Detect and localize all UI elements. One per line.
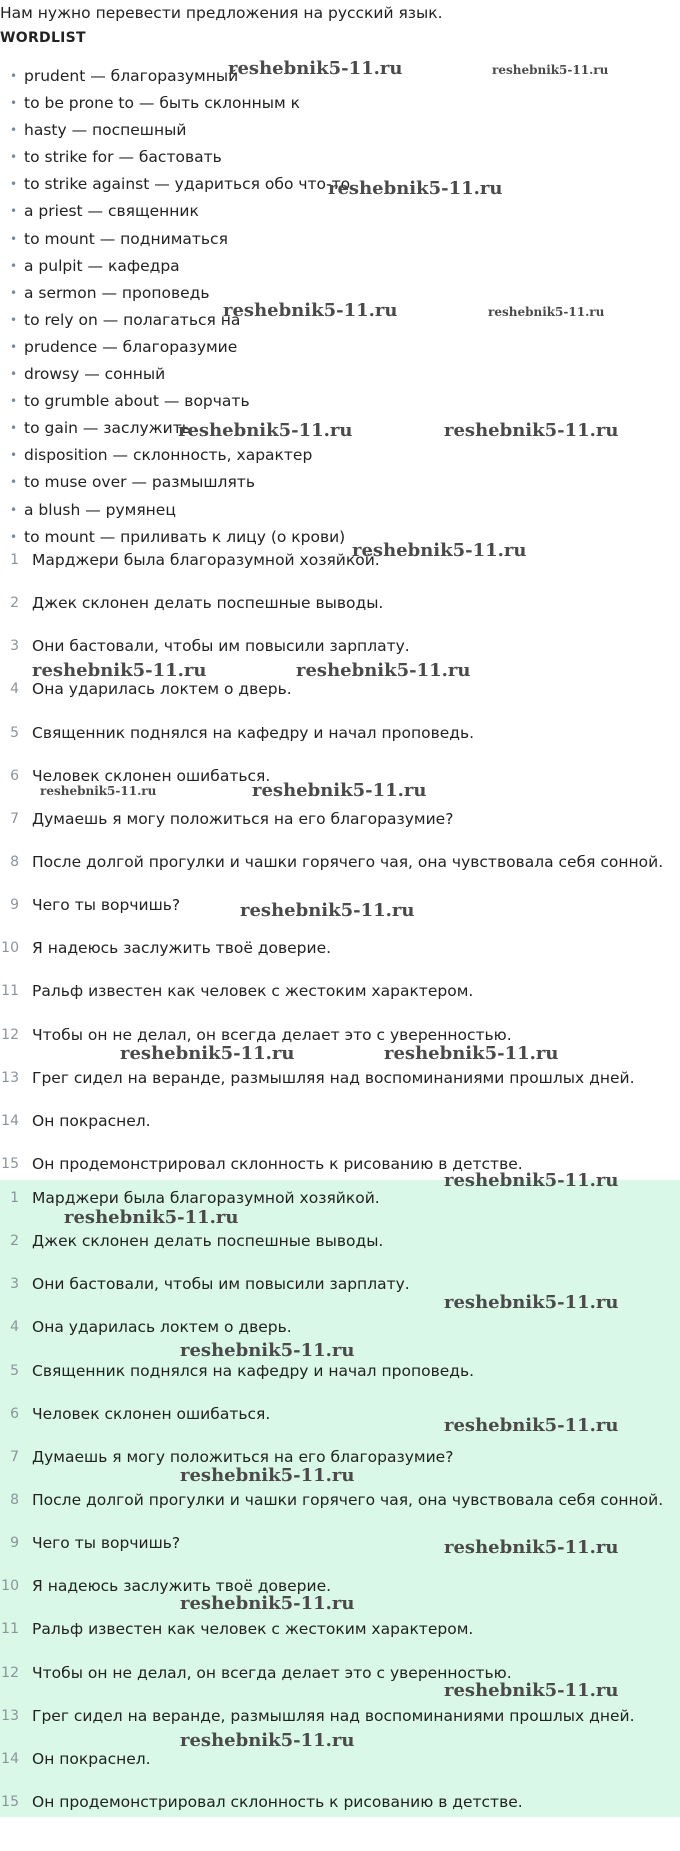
sentence-text: Он продемонстрировал склонность к рисованию в детстве. — [32, 1154, 523, 1173]
watermark: reshebnik5-11.ru — [384, 1043, 559, 1064]
answer-number: 13 — [1, 1707, 19, 1724]
sentence-list — [0, 545, 680, 1192]
answer-text: Ральф известен как человек с жестоким характером. — [32, 1620, 474, 1639]
watermark: reshebnik5-11.ru — [178, 420, 353, 441]
sentence-row — [0, 1063, 680, 1106]
sentence-text: После долгой прогулки и чашки горячего чая, она чувствовала себя сонной. — [32, 852, 664, 871]
bullet-icon: • — [10, 231, 18, 246]
bullet-icon: • — [10, 285, 18, 300]
sentence-row — [0, 804, 680, 847]
wordlist-item — [0, 226, 350, 253]
bullet-icon: • — [10, 448, 18, 463]
bullet-icon: • — [10, 123, 18, 138]
answer-text: Думаешь я могу положиться на его благоразумие? — [32, 1447, 454, 1466]
answer-text: Грег сидел на веранде, размышляя над воспоминаниями прошлых дней. — [32, 1706, 635, 1725]
answer-row — [0, 1226, 680, 1269]
sentence-number: 12 — [1, 1026, 19, 1043]
answer-text: Джек склонен делать поспешные выводы. — [32, 1232, 384, 1251]
wordlist-item-text: to grumble about — ворчать — [24, 392, 250, 411]
sentence-text: Чтобы он не делал, он всегда делает это с уверенностью. — [32, 1025, 512, 1044]
sentence-row — [0, 1106, 680, 1149]
wordlist-item — [0, 442, 350, 469]
watermark: reshebnik5-11.ru — [32, 660, 207, 681]
watermark: reshebnik5-11.ru — [444, 1292, 619, 1313]
sentence-text: Она ударилась локтем о дверь. — [32, 680, 292, 699]
bullet-icon: • — [10, 150, 18, 165]
answer-text: Чтобы он не делал, он всегда делает это с уверенностью. — [32, 1663, 512, 1682]
answer-number: 9 — [10, 1535, 19, 1552]
watermark: reshebnik5-11.ru — [328, 178, 503, 199]
bullet-icon: • — [10, 177, 18, 192]
sentence-row — [0, 933, 680, 976]
sentence-text: Человек склонен ошибаться. — [32, 766, 271, 785]
answer-number: 11 — [1, 1621, 19, 1638]
sentence-number: 11 — [1, 983, 19, 1000]
answer-text: После долгой прогулки и чашки горячего чая, она чувствовала себя сонной. — [32, 1490, 664, 1509]
answer-number: 7 — [10, 1448, 19, 1465]
wordlist-item — [0, 334, 350, 361]
sentence-text: Ральф известен как человек с жестоким характером. — [32, 982, 474, 1001]
sentence-number: 4 — [10, 681, 19, 698]
answer-text: Священник поднялся на кафедру и начал проповедь. — [32, 1361, 475, 1380]
sentence-text: Марджери была благоразумной хозяйкой. — [32, 551, 380, 569]
wordlist-item-text: to strike for — бастовать — [24, 148, 222, 167]
watermark: reshebnik5-11.ru — [180, 1465, 355, 1486]
wordlist-item-text: to rely on — полагаться на — [24, 310, 241, 329]
intro-text: Нам нужно перевести предложения на русский язык. — [0, 4, 443, 22]
wordlist-item-text: drowsy — сонный — [24, 365, 166, 384]
wordlist-item-text: a pulpit — кафедра — [24, 256, 180, 275]
sentence-text: Джек склонен делать поспешные выводы. — [32, 594, 384, 613]
sentence-number: 6 — [10, 767, 19, 784]
bullet-icon: • — [10, 394, 18, 409]
watermark: reshebnik5-11.ru — [296, 660, 471, 681]
sentence-number: 8 — [10, 853, 19, 870]
wordlist-heading: WORDLIST — [0, 30, 86, 46]
answer-number: 6 — [10, 1405, 19, 1422]
bullet-icon: • — [10, 258, 18, 273]
answer-row — [0, 1356, 680, 1399]
sentence-row — [0, 976, 680, 1019]
sentence-text: Священник поднялся на кафедру и начал проповедь. — [32, 723, 475, 742]
watermark: reshebnik5-11.ru — [444, 1415, 619, 1436]
bullet-icon: • — [10, 502, 18, 517]
answer-number: 4 — [10, 1319, 19, 1336]
sentence-row — [0, 718, 680, 761]
sentence-number: 13 — [1, 1069, 19, 1086]
watermark: reshebnik5-11.ru — [120, 1043, 295, 1064]
bullet-icon: • — [10, 529, 18, 544]
sentence-row — [0, 588, 680, 631]
wordlist-item — [0, 469, 350, 496]
answer-number: 12 — [1, 1664, 19, 1681]
sentence-number: 2 — [10, 595, 19, 612]
answer-number: 3 — [10, 1276, 19, 1293]
watermark: reshebnik5-11.ru — [444, 1537, 619, 1558]
wordlist-item — [0, 198, 350, 225]
bullet-icon: • — [10, 421, 18, 436]
sentence-text: Они бастовали, чтобы им повысили зарплату. — [32, 637, 410, 656]
wordlist-item-text: to gain — заслужить — [24, 419, 191, 438]
bullet-icon: • — [10, 96, 18, 111]
watermark: reshebnik5-11.ru — [228, 58, 403, 79]
answer-number: 10 — [1, 1578, 19, 1595]
wordlist-item-text: to muse over — размышлять — [24, 473, 255, 492]
watermark: reshebnik5-11.ru — [488, 305, 605, 319]
wordlist-item-text: prudence — благоразумие — [24, 337, 238, 356]
answer-text: Они бастовали, чтобы им повысили зарплату. — [32, 1275, 410, 1294]
watermark: reshebnik5-11.ru — [223, 300, 398, 321]
wordlist-item — [0, 253, 350, 280]
watermark: reshebnik5-11.ru — [240, 900, 415, 921]
bullet-icon: • — [10, 339, 18, 354]
sentence-number: 15 — [1, 1155, 19, 1172]
answer-text: Он продемонстрировал склонность к рисованию в детстве. — [32, 1792, 523, 1811]
watermark: reshebnik5-11.ru — [180, 1593, 355, 1614]
bullet-icon: • — [10, 204, 18, 219]
answer-text: Я надеюсь заслужить твоё доверие. — [32, 1577, 332, 1596]
watermark: reshebnik5-11.ru — [180, 1730, 355, 1751]
sentence-number: 9 — [10, 897, 19, 914]
answer-text: Марджери была благоразумной хозяйкой. — [32, 1189, 380, 1207]
answer-text: Человек склонен ошибаться. — [32, 1404, 271, 1423]
sentence-text: Думаешь я могу положиться на его благоразумие? — [32, 809, 454, 828]
sentence-number: 10 — [1, 940, 19, 957]
wordlist-item-text: a blush — румянец — [24, 500, 176, 519]
sentence-number: 5 — [10, 724, 19, 741]
wordlist-item — [0, 497, 350, 524]
bullet-icon: • — [10, 69, 18, 83]
watermark: reshebnik5-11.ru — [64, 1207, 239, 1228]
wordlist-item — [0, 171, 350, 198]
watermark: reshebnik5-11.ru — [492, 63, 609, 77]
watermark: reshebnik5-11.ru — [444, 1680, 619, 1701]
wordlist-item-text: prudent — благоразумный — [24, 67, 239, 85]
bullet-icon: • — [10, 312, 18, 327]
watermark: reshebnik5-11.ru — [444, 1170, 619, 1191]
watermark: reshebnik5-11.ru — [40, 784, 157, 798]
watermark: reshebnik5-11.ru — [252, 780, 427, 801]
answer-number: 2 — [10, 1233, 19, 1250]
answer-number: 14 — [1, 1750, 19, 1767]
sentence-number: 14 — [1, 1112, 19, 1129]
sentence-text: Он покраснел. — [32, 1111, 151, 1130]
answer-row — [0, 1787, 680, 1830]
sentence-row — [0, 847, 680, 890]
wordlist-item-text: a sermon — проповедь — [24, 283, 210, 302]
wordlist-item-text: to mount — приливать к лицу (о крови) — [24, 527, 346, 546]
bullet-icon: • — [10, 367, 18, 382]
wordlist-item-text: disposition — склонность, характер — [24, 446, 313, 465]
answer-text: Чего ты ворчишь? — [32, 1534, 181, 1553]
answer-number: 5 — [10, 1362, 19, 1379]
sentence-row — [0, 545, 680, 588]
watermark: reshebnik5-11.ru — [352, 540, 527, 561]
sentence-text: Я надеюсь заслужить твоё доверие. — [32, 939, 332, 958]
wordlist-item-text: to be prone to — быть склонным к — [24, 94, 300, 113]
wordlist-item — [0, 90, 350, 117]
watermark: reshebnik5-11.ru — [180, 1340, 355, 1361]
watermark: reshebnik5-11.ru — [444, 420, 619, 441]
sentence-text: Грег сидел на веранде, размышляя над воспоминаниями прошлых дней. — [32, 1068, 635, 1087]
answer-row — [0, 1614, 680, 1657]
answer-number: 8 — [10, 1491, 19, 1508]
wordlist-item — [0, 361, 350, 388]
wordlist-item — [0, 144, 350, 171]
wordlist-item — [0, 117, 350, 144]
answer-text: Он покраснел. — [32, 1749, 151, 1768]
wordlist-item-text: a priest — священник — [24, 202, 199, 221]
sentence-number: 3 — [10, 638, 19, 655]
wordlist-item-text: to mount — подниматься — [24, 229, 228, 248]
sentence-text: Чего ты ворчишь? — [32, 896, 181, 915]
bullet-icon: • — [10, 475, 18, 490]
answer-number: 1 — [10, 1190, 19, 1206]
answer-number: 15 — [1, 1793, 19, 1810]
sentence-number: 1 — [10, 552, 19, 568]
wordlist-item-text: to strike against — удариться обо что-то — [24, 175, 351, 194]
wordlist-item-text: hasty — поспешный — [24, 121, 187, 140]
wordlist-item — [0, 388, 350, 415]
sentence-number: 7 — [10, 810, 19, 827]
answer-text: Она ударилась локтем о дверь. — [32, 1318, 292, 1337]
sentence-row — [0, 1020, 680, 1063]
answer-row — [0, 1485, 680, 1528]
